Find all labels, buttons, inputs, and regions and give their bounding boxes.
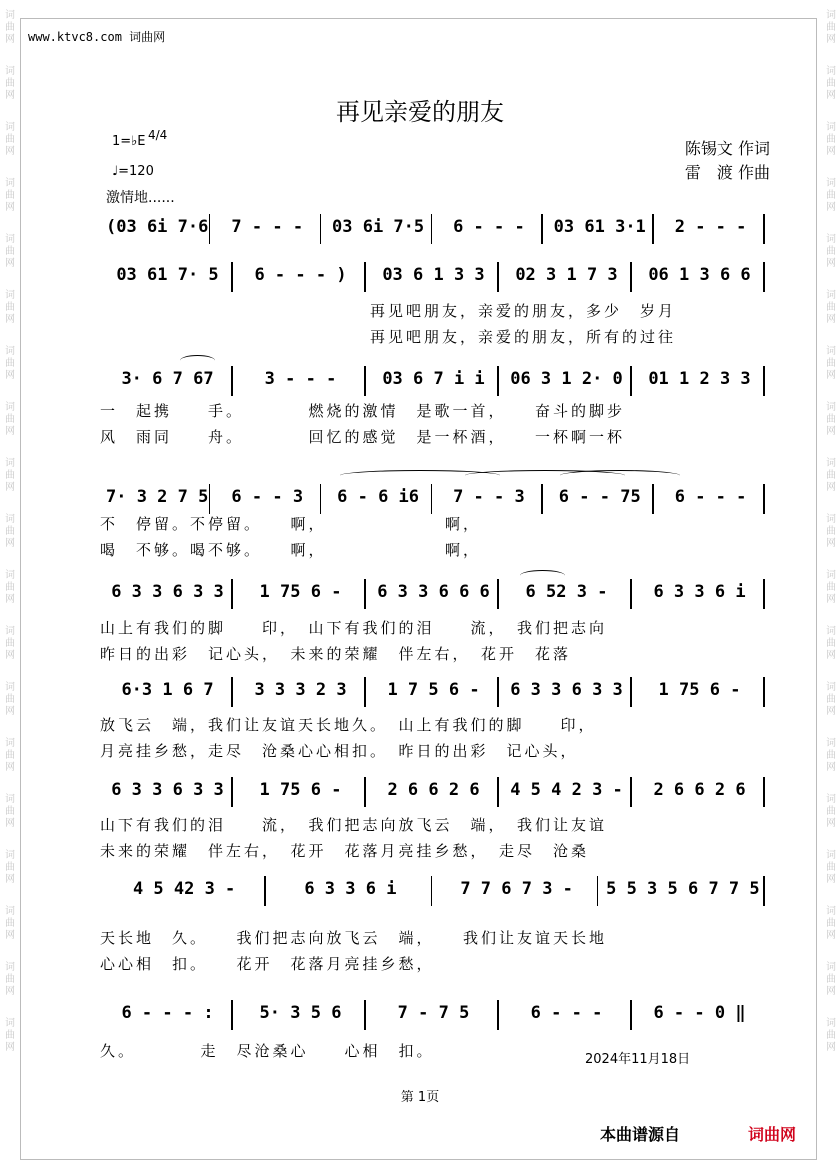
- footer-brand-link[interactable]: 词曲网: [748, 1125, 797, 1144]
- measure: 6 - - -: [453, 217, 525, 237]
- watermark-text: 词 曲 网: [5, 178, 15, 213]
- measure: 06 3 1 2· 0: [510, 369, 623, 389]
- notation-row: [100, 258, 765, 292]
- watermark-text: 词 曲 网: [826, 10, 836, 45]
- measure: 6 - - - ): [254, 265, 347, 285]
- measure: 6 - - -: [674, 487, 747, 507]
- measure: 7· 3 2 7 5: [106, 487, 209, 507]
- watermark-text: 词 曲 网: [826, 346, 836, 381]
- slur-mark: [520, 570, 565, 581]
- song-title: 再见亲爱的朋友: [336, 98, 504, 126]
- bar-line: [763, 484, 765, 514]
- bar-line: [763, 579, 765, 609]
- bar-line: [364, 677, 366, 707]
- watermark-text: 词 曲 网: [5, 850, 15, 885]
- watermark-text: 词 曲 网: [5, 962, 15, 997]
- notation-row: [100, 872, 765, 906]
- lyric-line: 月亮挂乡愁，走尽 沧桑心心相扣。 昨日的出彩 记心头，: [100, 742, 579, 760]
- measure: 6 - - 0 ‖: [653, 1003, 746, 1023]
- measure: 6 - - - :: [121, 1003, 214, 1023]
- measure: 7 7 6 7 3 -: [460, 879, 573, 899]
- measure: 03 61 3·1: [553, 217, 646, 237]
- bar-line: [497, 777, 499, 807]
- watermark-text: 词 曲 网: [826, 962, 836, 997]
- lyric-line: 未来的荣耀 伴左右， 花开 花落月亮挂乡愁， 走尽 沧桑: [100, 842, 590, 860]
- measure: 03 6 1 3 3: [382, 265, 485, 285]
- page-number: 第 1页: [400, 1090, 440, 1105]
- watermark-text: 词 曲 网: [826, 570, 836, 605]
- watermark-right: [823, 0, 839, 1054]
- watermark-text: 词 曲 网: [5, 626, 15, 661]
- watermark-text: 词 曲 网: [826, 850, 836, 885]
- lyricist-credit: 陈锡文 作词: [684, 139, 770, 158]
- bar-line: [763, 876, 765, 906]
- bar-line: [431, 484, 433, 514]
- lyric-line: 山下有我们的泪 流， 我们把志向放飞云 端， 我们让友谊: [100, 816, 608, 834]
- measure: 2 6 6 2 6: [387, 780, 480, 800]
- measure: 3 - - -: [264, 369, 337, 389]
- bar-line: [209, 484, 211, 514]
- bar-line: [320, 484, 322, 514]
- watermark-text: 词 曲 网: [826, 514, 836, 549]
- measure: 4 5 4 2 3 -: [510, 780, 623, 800]
- bar-line: [320, 214, 322, 244]
- measure: 7 - - 3: [453, 487, 525, 507]
- watermark-text: 词 曲 网: [826, 682, 836, 717]
- notation-row: [100, 773, 765, 807]
- measure: 1 7 5 6 -: [387, 680, 480, 700]
- notation-row: [100, 673, 765, 707]
- measure: 6 3 3 6 6 6: [377, 582, 490, 602]
- bar-line: [364, 262, 366, 292]
- bar-line: [231, 777, 233, 807]
- measure: 6 - 6 i6: [337, 487, 420, 507]
- measure: 7 - 7 5: [397, 1003, 470, 1023]
- notation-row: [100, 996, 765, 1030]
- lyric-line: 昨日的出彩 记心头， 未来的荣耀 伴左右， 花开 花落: [100, 645, 572, 663]
- lyric-line: 天长地 久。 我们把志向放飞云 端， 我们让友谊天长地: [100, 929, 608, 947]
- watermark-text: 词 曲 网: [826, 234, 836, 269]
- lyric-line: 再见吧朋友，亲爱的朋友，所有的过往: [370, 328, 677, 346]
- watermark-text: 词 曲 网: [5, 122, 15, 157]
- bar-line: [652, 484, 654, 514]
- bar-line: [763, 677, 765, 707]
- measure: (03 6i 7·6: [106, 217, 209, 237]
- bar-line: [763, 366, 765, 396]
- watermark-text: 词 曲 网: [826, 178, 836, 213]
- bar-line: [231, 366, 233, 396]
- bar-line: [497, 262, 499, 292]
- bar-line: [231, 579, 233, 609]
- lyric-line: 喝 不够。喝不够。 啊， 啊，: [100, 541, 482, 559]
- tempo-mark: ♩=120: [112, 164, 154, 179]
- bar-line: [763, 777, 765, 807]
- measure: 6 52 3 -: [525, 582, 608, 602]
- measure: 3· 6 7 67: [121, 369, 214, 389]
- bar-line: [497, 1000, 499, 1030]
- notation-row: [100, 480, 765, 514]
- lyric-line: 一 起携 手。 燃烧的激情 是歌一首， 奋斗的脚步: [100, 402, 626, 420]
- measure: 02 3 1 7 3: [515, 265, 618, 285]
- watermark-text: 词 曲 网: [5, 514, 15, 549]
- measure: 6·3 1 6 7: [121, 680, 214, 700]
- measure: 03 6 7 i i: [382, 369, 485, 389]
- notation-row: [100, 575, 765, 609]
- watermark-text: 词 曲 网: [5, 458, 15, 493]
- measure: 6 3 3 6 i: [653, 582, 746, 602]
- bar-line: [763, 214, 765, 244]
- watermark-text: 词 曲 网: [826, 1018, 836, 1053]
- bar-line: [364, 366, 366, 396]
- lyric-line: 不 停留。不停留。 啊， 啊，: [100, 515, 482, 533]
- bar-line: [630, 366, 632, 396]
- watermark-text: 词 曲 网: [5, 402, 15, 437]
- watermark-text: 词 曲 网: [5, 290, 15, 325]
- measure: 01 1 2 3 3: [648, 369, 751, 389]
- watermark-text: 词 曲 网: [5, 906, 15, 941]
- measure: 5· 3 5 6: [259, 1003, 342, 1023]
- measure: 03 6i 7·5: [332, 217, 425, 237]
- bar-line: [541, 484, 543, 514]
- key-signature: 1=♭E: [112, 134, 146, 149]
- watermark-text: 词 曲 网: [826, 290, 836, 325]
- time-signature: 4/4: [148, 128, 168, 142]
- measure: 6 - - -: [530, 1003, 603, 1023]
- watermark-text: 词 曲 网: [826, 402, 836, 437]
- slur-mark: [180, 355, 215, 366]
- measure: 4 5 42 3 -: [132, 879, 236, 899]
- watermark-text: 词 曲 网: [5, 738, 15, 773]
- watermark-text: 词 曲 网: [826, 122, 836, 157]
- bar-line: [497, 366, 499, 396]
- watermark-text: 词 曲 网: [5, 682, 15, 717]
- bar-line: [763, 262, 765, 292]
- expression-mark: 激情地......: [106, 190, 175, 206]
- notation-row: [100, 210, 765, 244]
- notation-row: [100, 362, 765, 396]
- bar-line: [597, 876, 599, 906]
- measure: 6 3 3 6 3 3: [111, 780, 224, 800]
- lyric-line: 心心相 扣。 花开 花落月亮挂乡愁，: [100, 955, 435, 973]
- bar-line: [630, 777, 632, 807]
- measure: 06 1 3 6 6: [648, 265, 751, 285]
- bar-line: [630, 1000, 632, 1030]
- measure: 6 - - 75: [558, 487, 641, 507]
- bar-line: [264, 876, 266, 906]
- measure: 3 3 3 2 3: [254, 680, 347, 700]
- score-date: 2024年11月18日: [585, 1052, 691, 1067]
- bar-line: [652, 214, 654, 244]
- measure: 03 61 7· 5: [116, 265, 219, 285]
- watermark-left: [2, 0, 18, 1054]
- measure: 5 5 3 5 6 7 7 5: [606, 879, 760, 899]
- watermark-text: 词 曲 网: [826, 66, 836, 101]
- bar-line: [209, 214, 211, 244]
- bar-line: [431, 214, 433, 244]
- watermark-text: 词 曲 网: [5, 10, 15, 45]
- measure: 2 6 6 2 6: [653, 780, 746, 800]
- lyric-line: 风 雨同 舟。 回忆的感觉 是一杯酒， 一杯啊一杯: [100, 428, 626, 446]
- watermark-text: 词 曲 网: [826, 626, 836, 661]
- site-url[interactable]: www.ktvc8.com 词曲网: [28, 30, 166, 44]
- lyric-line: 再见吧朋友，亲爱的朋友，多少 岁月: [370, 302, 677, 320]
- lyric-line: 久。 走 尽沧桑心 心相 扣。: [100, 1042, 435, 1060]
- bar-line: [364, 777, 366, 807]
- measure: 6 3 3 6 i: [304, 879, 397, 899]
- slur-mark: [560, 470, 680, 481]
- bar-line: [364, 1000, 366, 1030]
- measure: 6 3 3 6 3 3: [111, 582, 224, 602]
- watermark-text: 词 曲 网: [5, 570, 15, 605]
- bar-line: [630, 262, 632, 292]
- lyric-line: 放飞云 端，我们让友谊天长地久。 山上有我们的脚 印，: [100, 716, 597, 734]
- measure: 2 - - -: [674, 217, 747, 237]
- watermark-text: 词 曲 网: [826, 906, 836, 941]
- bar-line: [364, 579, 366, 609]
- measure: 6 - - 3: [231, 487, 304, 507]
- measure: 1 75 6 -: [259, 780, 342, 800]
- composer-credit: 雷 渡 作曲: [684, 163, 770, 182]
- watermark-text: 词 曲 网: [826, 738, 836, 773]
- bar-line: [630, 677, 632, 707]
- watermark-text: 词 曲 网: [5, 346, 15, 381]
- measure: 1 75 6 -: [658, 680, 741, 700]
- measure: 6 3 3 6 3 3: [510, 680, 623, 700]
- watermark-text: 词 曲 网: [5, 1018, 15, 1053]
- watermark-text: 词 曲 网: [5, 794, 15, 829]
- watermark-text: 词 曲 网: [5, 66, 15, 101]
- footer-source: 本曲谱源自: [600, 1125, 681, 1144]
- bar-line: [231, 262, 233, 292]
- bar-line: [231, 677, 233, 707]
- bar-line: [231, 1000, 233, 1030]
- measure: 7 - - -: [231, 217, 304, 237]
- watermark-text: 词 曲 网: [826, 458, 836, 493]
- bar-line: [497, 677, 499, 707]
- bar-line: [630, 579, 632, 609]
- bar-line: [431, 876, 433, 906]
- lyric-line: 山上有我们的脚 印， 山下有我们的泪 流， 我们把志向: [100, 619, 608, 637]
- watermark-text: 词 曲 网: [826, 794, 836, 829]
- measure: 1 75 6 -: [259, 582, 342, 602]
- watermark-text: 词 曲 网: [5, 234, 15, 269]
- bar-line: [541, 214, 543, 244]
- bar-line: [497, 579, 499, 609]
